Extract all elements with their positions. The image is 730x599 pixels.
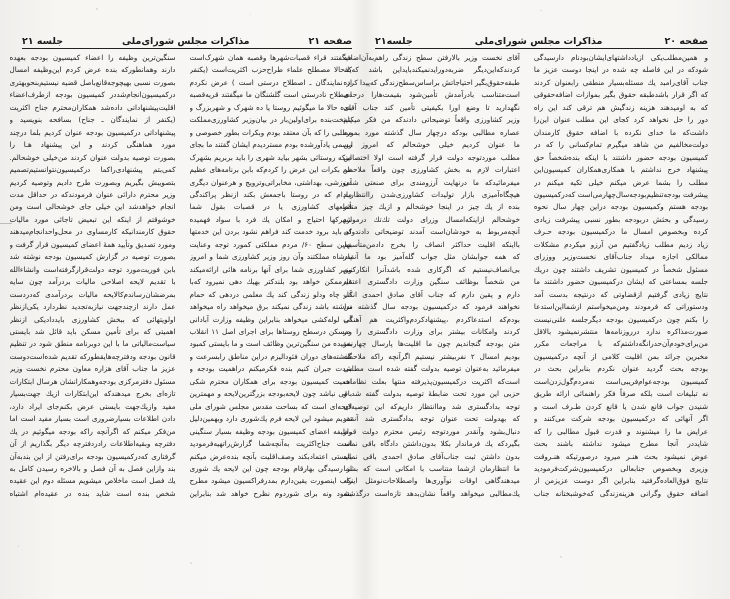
text-line: ممالکی اجازه میداد جناب‌آقای نخست‌وزیر ووزرای xyxy=(533,252,708,262)
text-line: سیاست‌مالیاتی ما با این دوبرنامه منطق شود در تنظیم xyxy=(9,339,176,349)
text-line: غیرممکن خواهد بود بلندکتر بهیك دهی نمیرود که‌با xyxy=(189,277,352,287)
text-line: بودجه هستم وکمیسیون بودجه دراین چهار سال نحوه xyxy=(533,202,708,212)
text-line: است جناح‌اکثریت به‌آنچه‌شما گزارش‌راتهیه‌فرمودید xyxy=(189,439,352,449)
page-header xyxy=(375,33,708,49)
text-line: که به اومیدهند هزینه زندگیش هم ترقی کند این راه xyxy=(533,102,708,112)
text-line: درکمیسیون‌انجام‌شددر کمیسیون بودجه ازطرف‌اعضاء xyxy=(9,90,176,100)
text-line: یك‌مطالبی میخواهد واقعاً نشان‌بدهد تازه‌است درگذشته xyxy=(343,488,520,498)
text-line: داشت‌که ما خدای نکرده با اضافه حقوق کارمندان xyxy=(533,127,708,137)
text-line: بصورت نسبی بهیچوجه‌قانع‌باصل قضیه نیستیم‌بنحوبهتری xyxy=(9,77,176,87)
text-line: عصاره مطالبی بودکه درچهار سال گذشته مورد بمورد xyxy=(343,127,520,137)
text-column-left xyxy=(343,52,520,522)
text-line: ودستوراتی که فرمودند ومن‌میخواستم ازشما‌این‌استدعا xyxy=(533,302,708,312)
text-line: آموزشی، بهداشتی، مخابراتی‌وترویج و هرعنوان دیگری xyxy=(189,177,352,187)
text-line: بند وازاین فصل به آن فصل و بالاخره رسیدن کامل به xyxy=(9,463,176,473)
scan-speck xyxy=(560,556,562,558)
text-line: آب چاه ودلو زندگی کند یك معلمی دردهی که حمام xyxy=(189,289,352,299)
text-line: دنبال‌بشود وآنقدر موردتوجه رئیس محترم دولت قرار xyxy=(343,426,520,436)
text-line: ما عنوان کردیم خیلی خوشحالم که امروز این xyxy=(343,140,520,150)
text-line: من بکرات این عرض را کردم‌که بابن برنامه‌های عظیم xyxy=(189,165,352,175)
text-line: بودیم امسال ۲ نفربیشتر نیستیم اگرآنچه راکه ملاحظه xyxy=(343,351,520,361)
text-line: زیاد زدیم مطلب زیادگفتیم من آرزو میکردم مشکلات xyxy=(533,239,708,249)
text-line: که اگر قرار باشدطبقه حقوق بگیر بموازات اضافه‌حقوقی xyxy=(533,90,708,100)
text-line: بصورت توصیه در گزارش کمیسیون بودجه نوشته شد xyxy=(9,252,176,262)
text-line: است‌متناسب بادرآمدش تأمین‌شود بقیمت‌هارا درحدی xyxy=(343,90,520,100)
text-line: مورد هماهنگی کردند و این پیشنهاد هـا را xyxy=(9,140,176,150)
text-line: ومورد تصدیق وتأیید همۀ اعضای کمیسیون قرار گرفت و xyxy=(9,239,176,249)
session-number: جلسه ۲۱ xyxy=(22,36,64,47)
text-line: با تقدیم لایحه اصلاحی مالیات بردرآمد چون سایه xyxy=(9,277,176,287)
text-line: آنچه‌مربوط به خودشان‌است آمدند توضیحاتی دادندولی xyxy=(343,227,520,237)
text-line: بنده از یك چیز در اینجا خوشحالم و ازیك چیز متأثر xyxy=(343,202,520,212)
scan-speck xyxy=(540,10,542,11)
text-line: اهمیتی که برای تأمین مسکن باید قائل شد بایستی xyxy=(9,326,176,336)
text-line: من‌فکر میکنم که اگرآنچه راکه بودجه میگوئیم در یك xyxy=(9,426,176,436)
text-line: مطلب را بشما عرض میکنم خیلی تکیه میکنم در xyxy=(533,177,708,187)
text-line: بنده حالا ما میگوئیم روستا یا ده شهرک و شهربزرگ و xyxy=(189,102,352,112)
running-title: مذاکرات مجلس شورای‌ملی xyxy=(474,36,603,47)
text-line: بعقیده من سنگین‌ترین وظائف است و ما بایستی کمبود xyxy=(189,339,352,349)
text-line: وزیر محترم دارائی عنوان فرمودندکه در حداقل مدت xyxy=(9,189,176,199)
text-line: بااینکه اقلیت حداکثر انصاف را بخرج دادمن‌متأسفم xyxy=(343,239,520,249)
text-line: حقوق کارمندانیکه کارمساوی در محل‌واحدانجام‌میدهند xyxy=(9,227,176,237)
text-line: شهرکها احتیاج و امکان یك فرد با سواد فهمیده xyxy=(189,214,352,224)
scan-speck xyxy=(190,562,192,564)
text-line: بتصویبش بگیریم وبصورت طرح دادیم وتوصیه کردیم xyxy=(9,177,176,187)
text-line: دارم و یقین دارم که جناب آقای صادق احمدی انکار xyxy=(343,289,520,299)
text-line: مفید وازیك‌جهت بایستی عرض بکنم‌جای ایراد دارد، xyxy=(9,401,176,411)
text-line: بدون داشتن ثبت جناب‌آقای صادق احمدی باقی نماند xyxy=(343,451,520,461)
text-line: حزبی این مورد تحت ضابطهٔ توصیه بدولت گفته شد و xyxy=(343,389,520,399)
text-line: مادام که در روستا باجمعش بکند ازنظر پراکندگی xyxy=(189,189,352,199)
text-line: مطلبی را که بآن معتقد بودم وبکرات بطور خصوصی و xyxy=(189,127,352,137)
text-line: انجام خواهدشد این خیلی جای خوشحالی است ومن xyxy=(9,202,176,212)
text-line: گذشته‌های دوران فئودالیزم دراین مناطق رابسرعت و xyxy=(189,351,352,361)
text-line: بابن فوریت‌مورد توجه دولت‌قرارگرفته‌است وانشاءالله xyxy=(9,264,176,274)
scan-speck xyxy=(18,545,19,547)
text-column-right xyxy=(534,52,708,522)
text-line: نتایج زیادی گرفتیم ازقضاوتی که درنتیجه بدست آمد xyxy=(533,289,708,299)
text-line: اولویتهائی که ببخش کشاورزی بایددادیکی ازنظر xyxy=(9,314,176,324)
text-line: رسمی یادآورشده بودم مستردیدم ایشان گفتند ما بجای xyxy=(189,140,352,150)
text-line: نگهدارید تا وضع اورا بکیفیتی تأمین کند جناب آقای xyxy=(343,102,520,112)
text-line: بصورت توصیه بدولت عنوان کردند من‌خیلی خوشحالم. xyxy=(9,152,176,162)
text-line: مخبرین جرائد بمن اقلیت کلامی از آنچه درکمیسیون xyxy=(533,351,708,361)
text-line: دفترچه وبقیه‌اطلاعات رادردفترچه دیگر بگذاریم از آن xyxy=(9,439,176,449)
page-header xyxy=(22,33,352,49)
text-line: وزیر کشاورزی شما برای آنها برنامه هائی ارائه‌میکند xyxy=(189,264,352,274)
text-line: که همه جوابشان مثل جواب گله‌آمیز بود ما آنقدر xyxy=(343,252,520,262)
text-line: و همین‌مطلب‌یکی ازیادداشتهای‌ایشان‌بودنام دارسیدگی xyxy=(533,53,708,62)
text-line: راب اینصورت یقین‌دارم بمدرفراکسیون میشود مطرح xyxy=(189,476,352,486)
text-line: بی‌انصاف‌نیستیم که اگرکاری شده باشدآنرا انکارکنیم xyxy=(343,264,520,274)
text-line: هیچگاه‌آمیزی بازار تولیدات کشاورزی‌شدن راانتظاریم xyxy=(343,189,520,199)
text-line: شدت جبران کنیم بنده فکرمیکنم دراهمیت بودجه و xyxy=(189,364,352,374)
text-line: دارند وهمانطورکه بنده عرض کردم این‌وظیفه امسال xyxy=(9,65,176,75)
text-line: است‌که اکثریت درکمیسیون‌پذیرفته منتها بعلت نظامات xyxy=(343,376,520,386)
page-number: صفحه ۲۱ xyxy=(308,36,352,47)
text-line: اگر آنهائی که درکمیسیون بودجه شرکت می‌کنند و xyxy=(533,414,708,424)
text-line: وزیری وبخصوص جنابعالی درکمیسیون‌شرکت‌فرمودید xyxy=(533,463,708,473)
text-line: نخواهند فرمود که درکمیسیون بودجه سال گذشته من xyxy=(343,302,520,312)
text-line: اینکه روستائی بشهر بیاید شهری را باید بربریم بشهرک xyxy=(189,152,352,162)
text-line: (یکنفر از نمایندگان ـ جناح) بسافحه بنویسید و xyxy=(9,115,176,125)
running-title: مذاکرات مجلس شورای‌ملی xyxy=(121,36,250,47)
text-line: نه تبلیغات است بلکه صرفاً فکر راهنمائی ارائه طریق xyxy=(533,389,708,399)
text-line: عرایض ما را میشنوند و قدرت قبول مطالبی را که xyxy=(533,426,708,436)
text-line: مسئول شخصاً در کمیسیون تشریف داشتند چون دریك xyxy=(533,264,708,274)
text-line: ما انتظارمان ازشما متناسب با امکانی است که بشما xyxy=(343,463,520,473)
text-line: طبقه‌حقوق‌بگیر احتیاجاتش براساس‌سطح‌زندگی که‌پیدا کرده xyxy=(343,77,520,87)
text-line: را بکنم چون درکمیسیون بودجه دیگرجلسه علنی‌نیست xyxy=(533,314,708,324)
text-line: عمل دارند ازچندجهت نیازبه‌تجدید نظردارد یکی‌ازنظر xyxy=(9,302,176,312)
text-columns xyxy=(343,52,708,522)
page-20 xyxy=(343,0,730,599)
text-line: وظیفه اعضای کمیسیون بودجه وظیفه بسیار سنگینی xyxy=(189,426,352,436)
text-line: نداشته باشد زندگی نمیکند برق میخواهد راه میخواهد xyxy=(189,302,352,312)
text-line: مطلب موردتوجه دولت قرار گرفته است اولا اختصاص xyxy=(343,152,520,162)
text-line: دادن اطلاعات بسیارضروری است بسیار مفید است اما xyxy=(9,414,176,424)
text-line: من‌برای‌خودم‌آن‌حدرانگه‌داشتم‌که با مراجعات مکرر xyxy=(533,339,708,349)
text-line: گرفتاری که‌درکمیسیون بودجه برای‌رفتن از این بندبه‌آن xyxy=(9,451,176,461)
text-line: از نمایندگان ـ اصطلاح درستی است ) عرض نکردم xyxy=(189,77,352,87)
text-line: که بهدولت تحت عنوان توجه بدادگستری شد آنقدر xyxy=(343,414,520,424)
text-columns xyxy=(9,52,352,522)
text-line: بگیردکه یك فرماندار بکلا بدون‌داشتن دادگاه باقی نماند xyxy=(343,439,520,449)
text-line: قانون بودجه ودفترچه‌هایقطورکه تقدیم شده‌است‌دوست xyxy=(9,351,176,361)
text-line: قطعهای کشاورزی یا در قصبات بقول شما xyxy=(189,202,352,212)
text-line: پیشنهاد خرج نداشتم با همکاری‌همکاران کمیسیون‌این xyxy=(533,165,708,175)
text-line: یك فصل است ماخلاص میشویم مسئله دوم این عقیده xyxy=(9,476,176,486)
text-line: اقلیت‌پیشنهاداتی داده‌شد همکاران‌محترم جناح اکثریت xyxy=(9,102,176,112)
text-line: جلسه بمساعتی که ایشان درکمیسیون حضور داشتند ما xyxy=(533,277,708,287)
text-line: شایددر آنجا مطرح میشود نداشته باشند بحث xyxy=(533,439,708,449)
text-line: کمیسیون بودجه‌عوام‌فریبی‌است نه‌مردم‌گول‌زدن‌است xyxy=(533,376,708,386)
text-line: شخص بنده است شاید بنده در عقیده‌ام اشتباه xyxy=(9,488,176,498)
text-line: بهاین سطح ۶۰/ مردم مملکتی کمورد توجه وعنایت xyxy=(189,239,352,249)
text-line: پیشرفت بودجه‌تنظیم‌بودجه‌سال‌چهارمی‌است که‌درکمیسیون xyxy=(533,189,708,199)
text-line: میفرمائید به‌عنوان توصیه بدولت گفته شده است مطلبی xyxy=(343,364,520,374)
text-line: نتایج فوق‌العاده‌گرفتید بنابراین اگر دوست عزیزمن از xyxy=(533,476,708,486)
text-line: دولت‌مخالفیم من شاهد میگیرم تمام‌کسانی را که در xyxy=(533,140,708,150)
text-line: ومسکن درسطح روستاها برای اجرای اصل ۱۱ انقلاب xyxy=(189,326,352,336)
text-line: میگفتند قراء قصبات‌شهرها وقصبه همان شهرک‌است xyxy=(189,53,352,62)
text-line: بمرضشان‌رساندم‌کالایحه مالیات بردرآمدی که‌دردست xyxy=(9,289,176,299)
text-line: تازه‌ای بخرج میدهندکه این‌ابتکارات ازیك جهت‌بسیار xyxy=(9,389,176,399)
text-line: خوشوقتم از اینکه این تبعیض تاجائی مورد مالیات xyxy=(9,214,176,224)
text-line: پادشاه مملکتند وآن روز وزیر کشاورزی شما و امروز xyxy=(189,252,352,262)
text-column-left xyxy=(10,52,176,522)
text-line: جناب آقای‌رامبد یك مسئله‌بسیار منطقی رابعنوان کردند xyxy=(533,77,708,87)
text-line: عوض نمیشود بحث هنـر میرود درصورتیکه هنـروقت xyxy=(533,451,708,461)
scan-speck xyxy=(250,14,251,15)
scan-speck xyxy=(96,8,98,10)
text-line: توجه بدادگستری شد وماانتظار داریم‌که این توصیه‌ای xyxy=(343,401,520,411)
text-line: وزیر کشاورزی واقعاً توضیحاتی دادندکه من فکر میکنم xyxy=(343,115,520,125)
page-number: صفحه ۲۰ xyxy=(664,36,708,47)
text-line: آب لوله‌کشی میخواهد بنابراین وظیفه وزارت آبادانی xyxy=(189,314,352,324)
text-line: خوشحالم ازاینکه‌امسال وزرای دولت تك‌تك درموارد xyxy=(343,214,520,224)
text-line: شنیدن جواب قانع شدن یا قانع کردن طـرف است و xyxy=(533,401,708,411)
text-line: میفرمائیدکه ما درنهایت آرزومندی برای صنعتی شدن xyxy=(343,177,520,187)
text-line: بودم‌که استدعاکردم ،پیشنهادکردم‌واکثریت هم آهنگی xyxy=(343,314,520,324)
text-line: من شخصاً بوظائف سنگین وزارت دادگستری اعتقاد xyxy=(343,277,520,287)
text-line: متن بودجه گنجاندیم چون ما اقلیت‌ها پارسال چهارنفر xyxy=(343,339,520,349)
text-line: شودکه در این فاصله چه شده در اینجا دوست عزیز ما xyxy=(533,65,708,75)
text-line: آقای نخست وزیر بالارفتن سطح زندگی راهم‌به‌آن‌اضافه xyxy=(343,53,520,62)
text-line: اصطلاح نادرستی است گلشنگان ما میگفتند قریه‌قصبه xyxy=(189,90,352,100)
text-line: بودجه بحث گردید عنوان نکردم بنابراین بحث در xyxy=(533,364,708,374)
text-line: میدهندگاهی اوقات نوآوری‌ها واصطلاحات‌نومثل اینکه xyxy=(343,476,520,486)
text-line: اضافه حقوق وگرانی هزینه‌زندگی که‌خوشبختانه جناب xyxy=(533,488,708,498)
text-line: کرده وبخصوص امسال ما درکمیسیون بودجه حـرف xyxy=(533,227,708,237)
text-line: باقی نباشد چون لایحه‌بودجه بزرگترین‌لایحه و مهمترین xyxy=(189,389,352,399)
text-line: صورت‌مذاکره ندارد درروزنامه‌ها منتشرنمیشود بالاقل xyxy=(533,326,708,336)
text-line: بشود ونه برای شوردوم نظرح خواهد شد بنابراین xyxy=(189,488,352,498)
text-line: که باید برود خدمت کند فراهم نشود بردن این خدمتها xyxy=(189,227,352,237)
text-line: اعتبارات لازم به بخش کشاورزی چون واقعاً ملاحظه xyxy=(343,165,520,175)
text-line: کمیسیون بودجه حضور داشتند با اینکه بنده‌شخصاً حق xyxy=(533,152,708,162)
text-line: عزیز ما جناب آقای هزاره معاون محترم نخست وزیر xyxy=(9,364,176,374)
session-number: جلسه۲۱ xyxy=(375,36,413,47)
text-line: که‌حالا مصطلح علماء طراح‌حزب اکثریت‌است (یکنفر xyxy=(189,65,352,75)
text-line: بایستی اعتمادبکند وصف‌اقلیت بآنچه بنده‌عرض میکنم xyxy=(189,451,352,461)
text-line: کردند وامکانات بیشتر برای وزارت دادگستری را در xyxy=(343,326,520,336)
text-line: از رسیدگی بهارقام بودجه چون این لایحه یك شوری xyxy=(189,463,352,473)
text-line: تقدیم میشود این لایحه فرم یك‌شوری دارد وبهمین‌دلیل xyxy=(189,414,352,424)
text-line: لایحه‌ای است که بساحت مقدس مجلس شورای ملی xyxy=(189,401,352,411)
text-line: دور را حل نخواهد کرد کجای این مطلب عنوان این‌را xyxy=(533,115,708,125)
text-line: سنگین‌ترین وظیفه را اعضاء کمیسیون بودجه بعهده xyxy=(9,53,176,62)
text-line: اهمیت کمیسیون بودجه برای همکاران محترم شکی xyxy=(189,376,352,386)
text-line: کمی‌بتم پیشنهادی‌راکما درکمیسیون‌نتوانستیم‌تصمیم xyxy=(9,165,176,175)
text-line: پایتخت‌بنده برای‌اولین‌بار در بیان‌وزیر کشاورزی‌مملکت xyxy=(189,115,352,125)
text-line: پیشنهاداتی درکمیسیون بودجه عنوان کردیم بلما درچند xyxy=(9,127,176,137)
text-line: کردندکه‌این‌دیگر ضربه‌دورایدنمیکندبایداین باشد که‌یك xyxy=(343,65,520,75)
text-column-right xyxy=(190,52,352,522)
text-line: مسئول دفترمرکزی بودجه‌وهمکارانشان هرسال ابتکارات xyxy=(9,376,176,386)
text-line: رسیدگی و بحثش دربودجه بطور نسبی پیشرفت زیادی xyxy=(533,214,708,224)
